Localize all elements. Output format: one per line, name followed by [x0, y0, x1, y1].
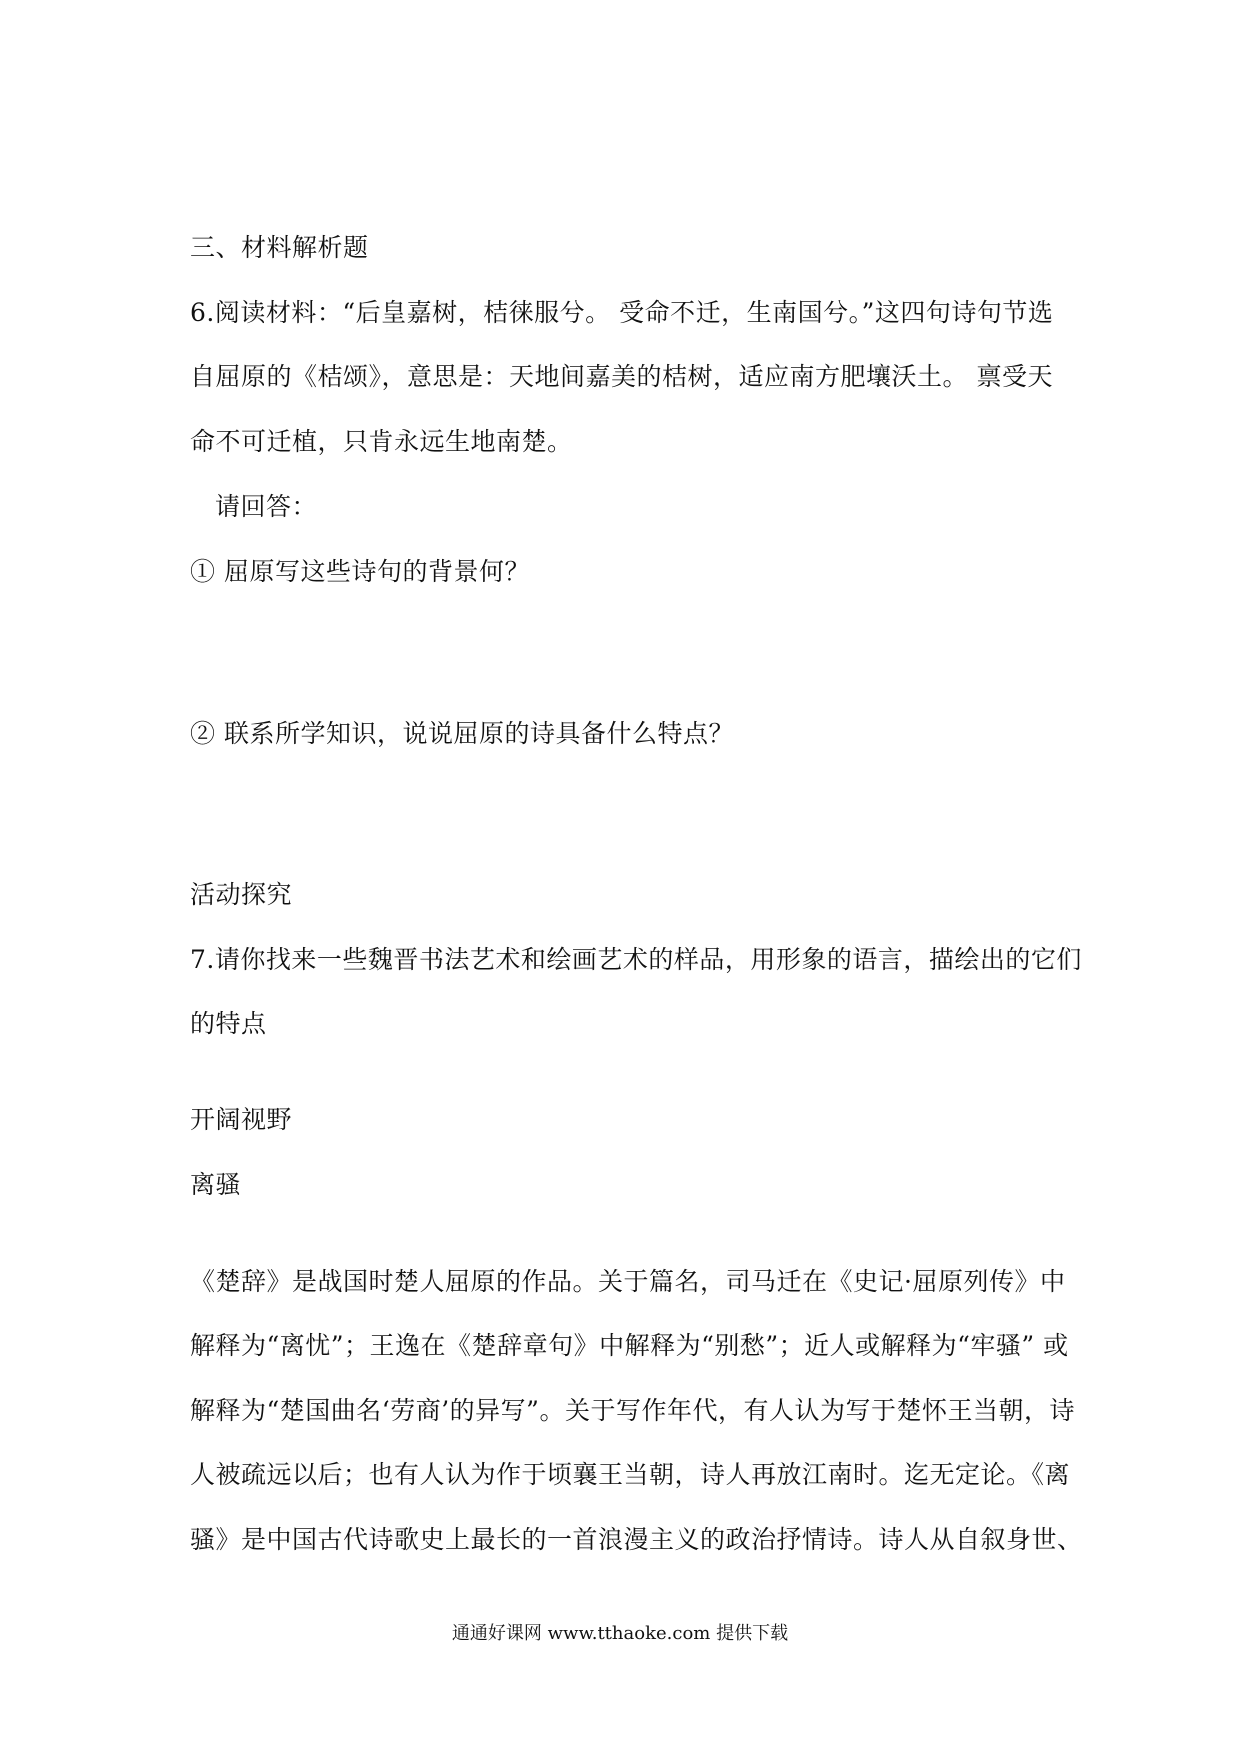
question6-sub1: ① 屈原写这些诗句的背景何？ — [190, 557, 530, 586]
page-footer: 通通好课网 www.tthaoke.com 提供下载 — [451, 1623, 789, 1644]
question6-line-1: 6.阅读材料：“后皇嘉树，桔徕服兮。 受命不迁，生南国兮。”这四句诗句节选 — [190, 298, 1054, 327]
question6-line-2: 自屈原的《桔颂》，意思是：天地间嘉美的桔树，适应南方肥壤沃土。 禀受天 — [190, 362, 1053, 391]
activity-line-1: 7.请你找来一些魏晋书法艺术和绘画艺术的样品，用形象的语言，描绘出的它们 — [190, 945, 1082, 974]
horizon-title: 离骚 — [190, 1170, 242, 1199]
horizon-paragraph-line-4: 人被疏远以后；也有人认为作于顷襄王当朝，诗人再放江南时。迄无定论。《离 — [190, 1460, 1071, 1489]
horizon-paragraph-line-5: 骚》是中国古代诗歌史上最长的一首浪漫主义的政治抒情诗。诗人从自叙身世、 — [190, 1525, 1083, 1554]
horizon-paragraph-line-3: 解释为“楚国曲名‘劳商’的异写”。关于写作年代，有人认为写于楚怀王当朝，诗 — [190, 1396, 1075, 1425]
activity-line-2: 的特点 — [190, 1009, 267, 1038]
horizon-paragraph-line-2: 解释为“离忧”；王逸在《楚辞章句》中解释为“别愁”；近人或解释为“牢骚” 或 — [190, 1331, 1069, 1360]
question6-prompt: 请回答： — [215, 492, 318, 521]
horizon-heading: 开阔视野 — [190, 1105, 293, 1134]
section-heading: 三、材料解析题 — [190, 233, 369, 262]
question6-sub2: ② 联系所学知识，说说屈原的诗具备什么特点？ — [190, 719, 734, 748]
question6-line-3: 命不可迁植，只肯永远生地南楚。 — [190, 427, 573, 456]
activity-heading: 活动探究 — [190, 880, 293, 909]
horizon-paragraph-line-1: 《楚辞》是战国时楚人屈原的作品。关于篇名，司马迁在《史记·屈原列传》中 — [190, 1267, 1066, 1296]
